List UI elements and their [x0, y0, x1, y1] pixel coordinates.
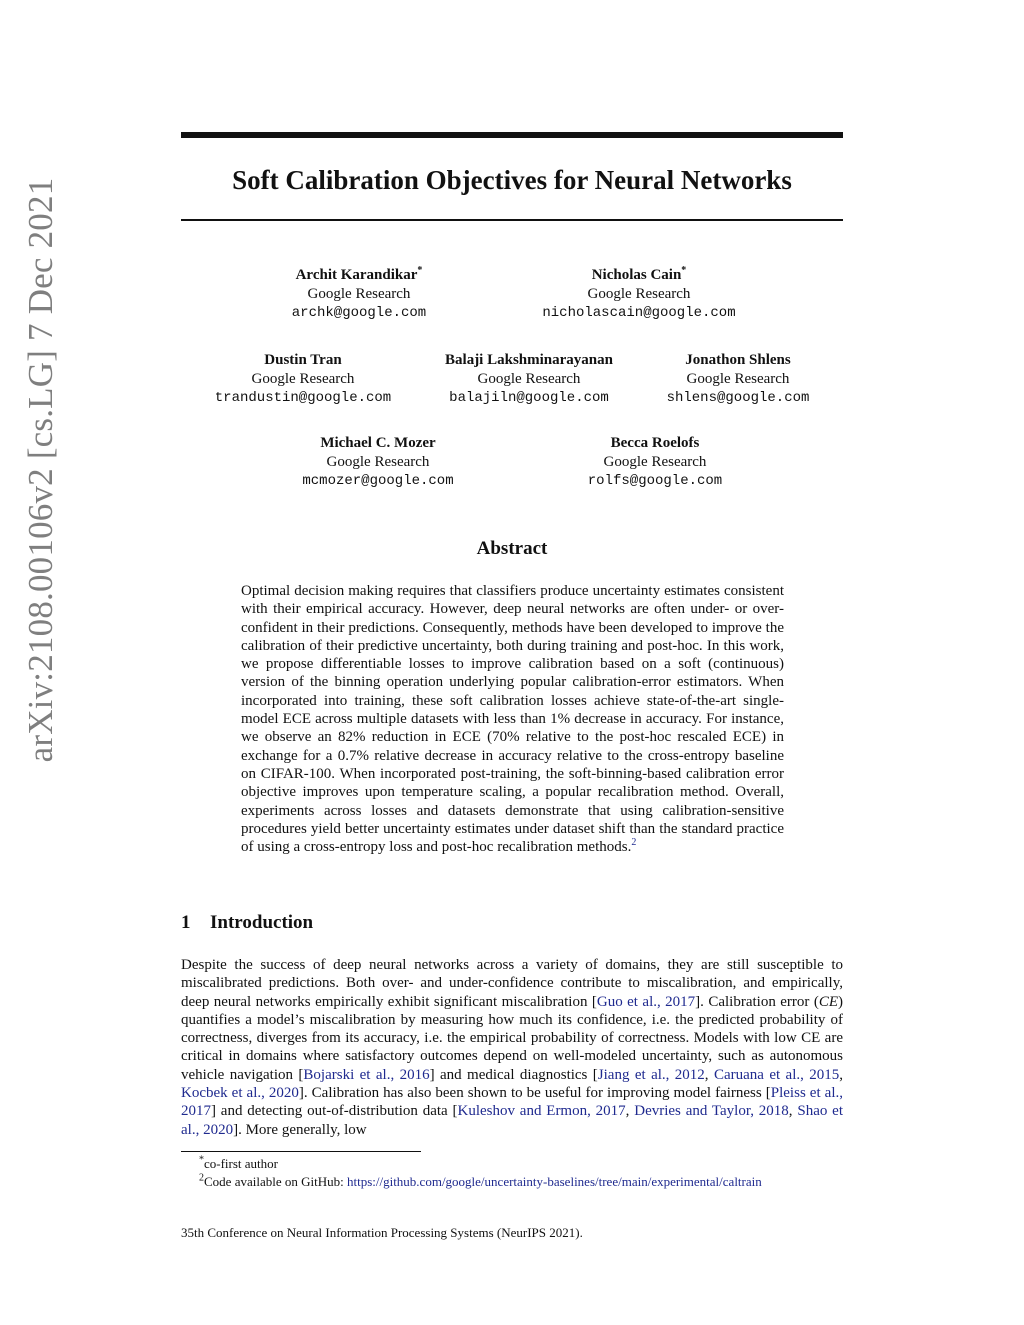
arxiv-stamp: arXiv:2108.00106v2 [cs.LG] 7 Dec 2021 — [21, 177, 60, 763]
citation-link[interactable]: Caruana et al., 2015 — [713, 1066, 840, 1083]
abstract-text: Optimal decision making requires that classifiers produce uncertainty estimates consistent with their empirical accuracy. However, deep neural networks are often under- or over-confident in their predictions. Consequently, methods have been developed to improve the calibration of their predictive uncertainty, both during training and post-hoc. In this work, we propose differentiable losses to improve calibration based on a soft (continuous) version of the binning operation underlying popular calibration-error estimators. When incorporated into training, these soft calibration losses achieve state-of-the-art single-model ECE across multiple datasets with less than 1% decrease in accuracy. For instance, we observe an 82% reduction in ECE (70% relative to the post-hoc rescaled ECE) in exchange for a 0.7% relative decrease in accuracy relative to the cross-entropy baseline on CIFAR-100. When incorporated post-training, the soft-binning-based calibration error objective improves upon temperature scaling, a popular recalibration method. Overall, experiments across losses and datasets demonstrate that using calibration-sensitive procedures yield better uncertainty estimates under dataset shift than the standard practice of using a cross-entropy loss and post-hoc recalibration methods.$^2$ — [241, 583, 784, 856]
author-name: Balaji Lakshminarayanan — [445, 352, 613, 368]
author-block — [424, 351, 634, 408]
footnote-ref[interactable]: 2 — [631, 837, 637, 849]
author-block — [254, 266, 464, 323]
citation-link[interactable]: Shao et al., 2020 — [181, 1103, 843, 1138]
footnote-mark: 2 — [199, 1172, 204, 1184]
author-affiliation: Google Research — [603, 454, 707, 470]
venue-note: 35th Conference on Neural Information Processing Systems (NeurIPS 2021). — [181, 1225, 583, 1240]
author-name: Archit Karandikar* — [295, 265, 423, 283]
section-title: Introduction — [210, 912, 314, 933]
author-name: Dustin Tran — [264, 352, 342, 368]
author-block — [198, 351, 408, 408]
section-number: 1 — [181, 912, 191, 933]
citation-link[interactable]: Guo et al., 2017 — [596, 993, 696, 1010]
intro-paragraph: Despite the success of deep neural networks across a variety of domains, they are still susceptible to miscalibrated predictions. Both over- and under-confidence contribute to miscalibration, and empirically, deep neural networks empirically exhibit significant miscalibration [Guo et al., 2017]. Calibration error (CE) quantifies a model’s miscalibration by measuring how much its confidence, i.e. the predicted probability of correctness, diverges from its accuracy, i.e. the empirical probability of correctness. Models with low CE are critical in domains where satisfactory outcomes depend on well-modeled uncertainty, such as autonomous vehicle navigation [Bojarski et al., 2016] and medical diagnostics [Jiang et al., 2012, Caruana et al., 2015, Kocbek et al., 2020]. Calibration has also been shown to be useful for improving model fairness [Pleiss et al., 2017] and detecting out-of-distribution data [Kuleshov and Ermon, 2017, Devries and Taylor, 2018, Shao et al., 2020]. More generally, low — [181, 957, 844, 1138]
author-block — [514, 266, 764, 323]
author-block — [648, 351, 828, 408]
citation-link[interactable]: Kuleshov and Ermon, 2017 — [457, 1103, 626, 1120]
author-email: balajiln@google.com — [449, 390, 609, 406]
section-heading — [181, 911, 313, 935]
title-top-rule — [181, 132, 843, 138]
author-mark: * — [417, 265, 423, 276]
author-email: shlens@google.com — [666, 390, 810, 406]
author-email: rolfs@google.com — [587, 473, 723, 489]
author-affiliation: Google Research — [477, 371, 581, 387]
author-email: trandustin@google.com — [214, 390, 392, 406]
author-name: Becca Roelofs — [610, 435, 700, 451]
author-block — [545, 434, 765, 491]
author-name: Jonathon Shlens — [685, 352, 791, 368]
footnote: $^2$Code available on GitHub: https://github.com/google/uncertainty-baselines/tree/main/experimental/caltrain — [199, 1172, 762, 1189]
author-affiliation: Google Research — [307, 286, 411, 302]
ce-term: CE — [818, 993, 839, 1010]
footnote-rule — [181, 1151, 421, 1152]
author-mark: * — [681, 265, 687, 276]
footnote: *co-first author — [199, 1154, 279, 1171]
author-email: archk@google.com — [291, 305, 427, 321]
abstract-heading: Abstract — [476, 538, 548, 559]
citation-link[interactable]: Devries and Taylor, 2018 — [634, 1103, 789, 1120]
citation-link[interactable]: Kocbek et al., 2020 — [181, 1085, 299, 1102]
author-affiliation: Google Research — [251, 371, 355, 387]
github-link[interactable]: https://github.com/google/uncertainty-baselines/tree/main/experimental/caltrain — [346, 1174, 762, 1189]
author-affiliation: Google Research — [326, 454, 430, 470]
citation-link[interactable]: Bojarski et al., 2016 — [303, 1066, 430, 1083]
author-name: Nicholas Cain* — [591, 265, 687, 283]
author-email: nicholascain@google.com — [542, 305, 736, 321]
author-affiliation: Google Research — [587, 286, 691, 302]
author-block — [268, 434, 488, 491]
title-bottom-rule — [181, 219, 843, 221]
paper-title: Soft Calibration Objectives for Neural Networks — [232, 165, 792, 195]
author-affiliation: Google Research — [686, 371, 790, 387]
author-name: Michael C. Mozer — [320, 435, 436, 451]
author-email: mcmozer@google.com — [302, 473, 454, 489]
citation-link[interactable]: Pleiss et al., 2017 — [181, 1085, 843, 1120]
citation-link[interactable]: Jiang et al., 2012 — [597, 1066, 705, 1083]
footnote-mark: * — [199, 1154, 204, 1166]
